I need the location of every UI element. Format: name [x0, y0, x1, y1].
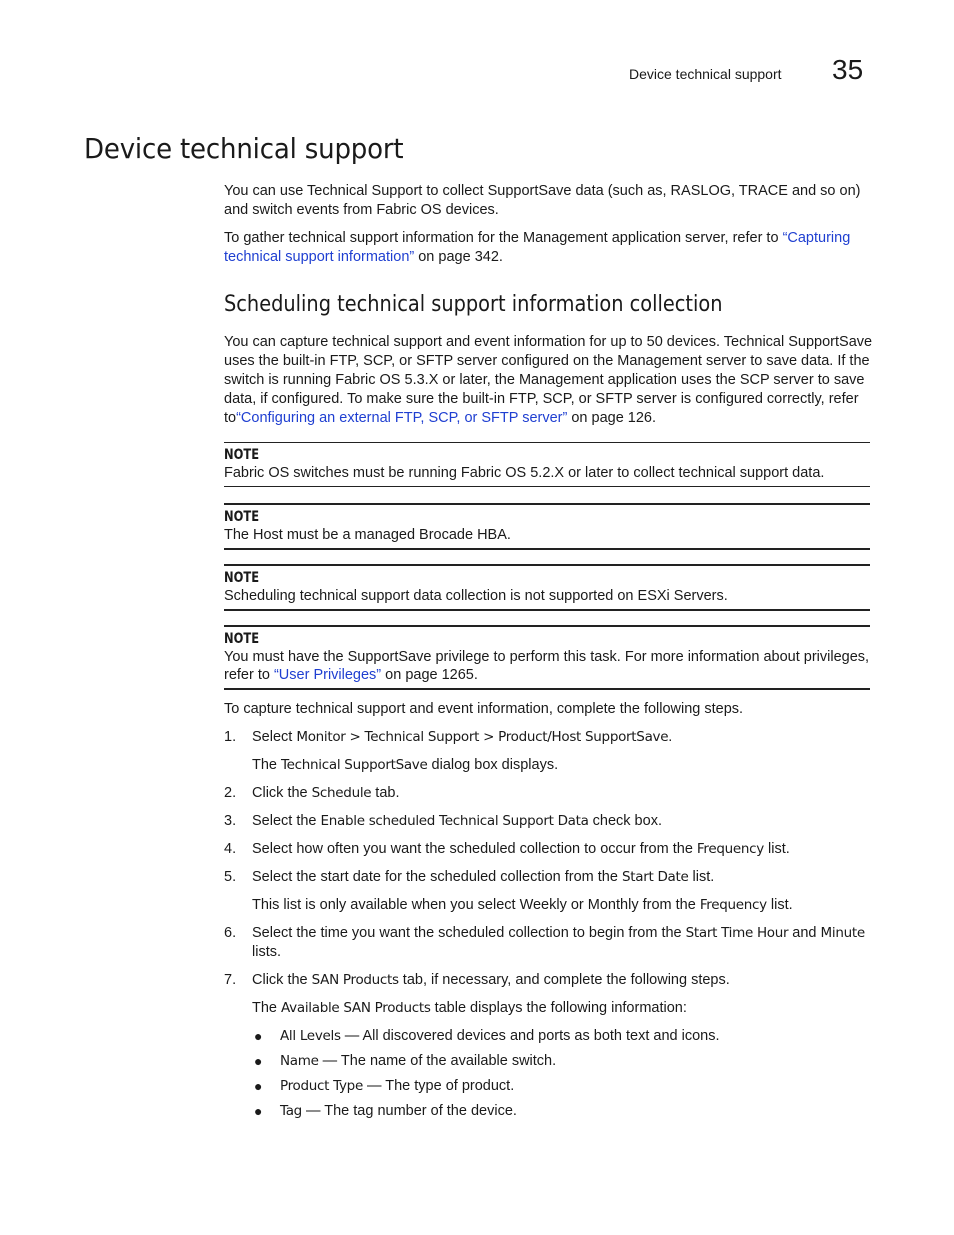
note-box: [224, 442, 870, 487]
bullet-icon: ●: [254, 1078, 263, 1094]
note-text: You must have the SupportSave privilege to perform this task. For more information about privileges, refer to “User Privileges” on page 1265.: [224, 649, 870, 683]
note-label: NOTE: [224, 631, 260, 647]
step-1-result: The Technical SupportSave dialog box displays.: [252, 757, 559, 773]
note-box: [224, 503, 870, 550]
note-label: NOTE: [224, 509, 260, 525]
procedure-intro: To capture technical support and event information, complete the following steps.: [224, 701, 744, 717]
body-paragraph: You can capture technical support and event information for up to 50 devices. Technical SupportSave uses the built-in FTP, SCP, or SFTP server configured on the Management server to save data. If the switch is running Fabric OS 5.3.X or later, the Management application uses the SCP server to save data, if configured. To make sure the built-in FTP, SCP, or SFTP server is configured correctly, refer to“Configuring an external FTP, SCP, or SFTP server” on page 126.: [224, 334, 873, 426]
note-box: [224, 564, 870, 611]
step-5-note: This list is only available when you select Weekly or Monthly from the Frequency list.: [252, 897, 793, 913]
bullet-icon: ●: [254, 1053, 263, 1069]
note-text: Fabric OS switches must be running Fabric OS 5.2.X or later to collect technical support data.: [224, 465, 825, 481]
menu-path: Monitor > Technical Support > Product/Host SupportSave: [296, 729, 669, 745]
note-label: NOTE: [224, 570, 260, 586]
note-text: The Host must be a managed Brocade HBA.: [224, 527, 511, 543]
bullet-icon: ●: [254, 1103, 263, 1119]
intro-paragraph-2: To gather technical support information for the Management application server, refer to “Capturing technical support information” on page 342.: [224, 230, 851, 265]
note-label: NOTE: [224, 447, 260, 463]
note-box: [224, 625, 870, 690]
section-heading: Scheduling technical support information collection: [224, 292, 723, 317]
chapter-number: 35: [832, 54, 864, 85]
intro-paragraph-1: You can use Technical Support to collect SupportSave data (such as, RASLOG, TRACE and so on) and switch events from Fabric OS devices.: [224, 183, 861, 218]
note-text: Scheduling technical support data collection is not supported on ESXi Servers.: [224, 588, 728, 604]
step-7-result: The Available SAN Products table displays the following information:: [252, 1000, 687, 1016]
configuring-ftp-server-link[interactable]: “Configuring an external FTP, SCP, or SFTP server”: [236, 410, 568, 426]
capturing-tech-support-link[interactable]: “Capturing technical support information”: [224, 230, 851, 265]
user-privileges-link[interactable]: “User Privileges”: [273, 667, 382, 683]
bullet-icon: ●: [254, 1028, 263, 1044]
running-header-title: Device technical support: [629, 66, 782, 82]
page-title: Device technical support: [84, 132, 404, 165]
